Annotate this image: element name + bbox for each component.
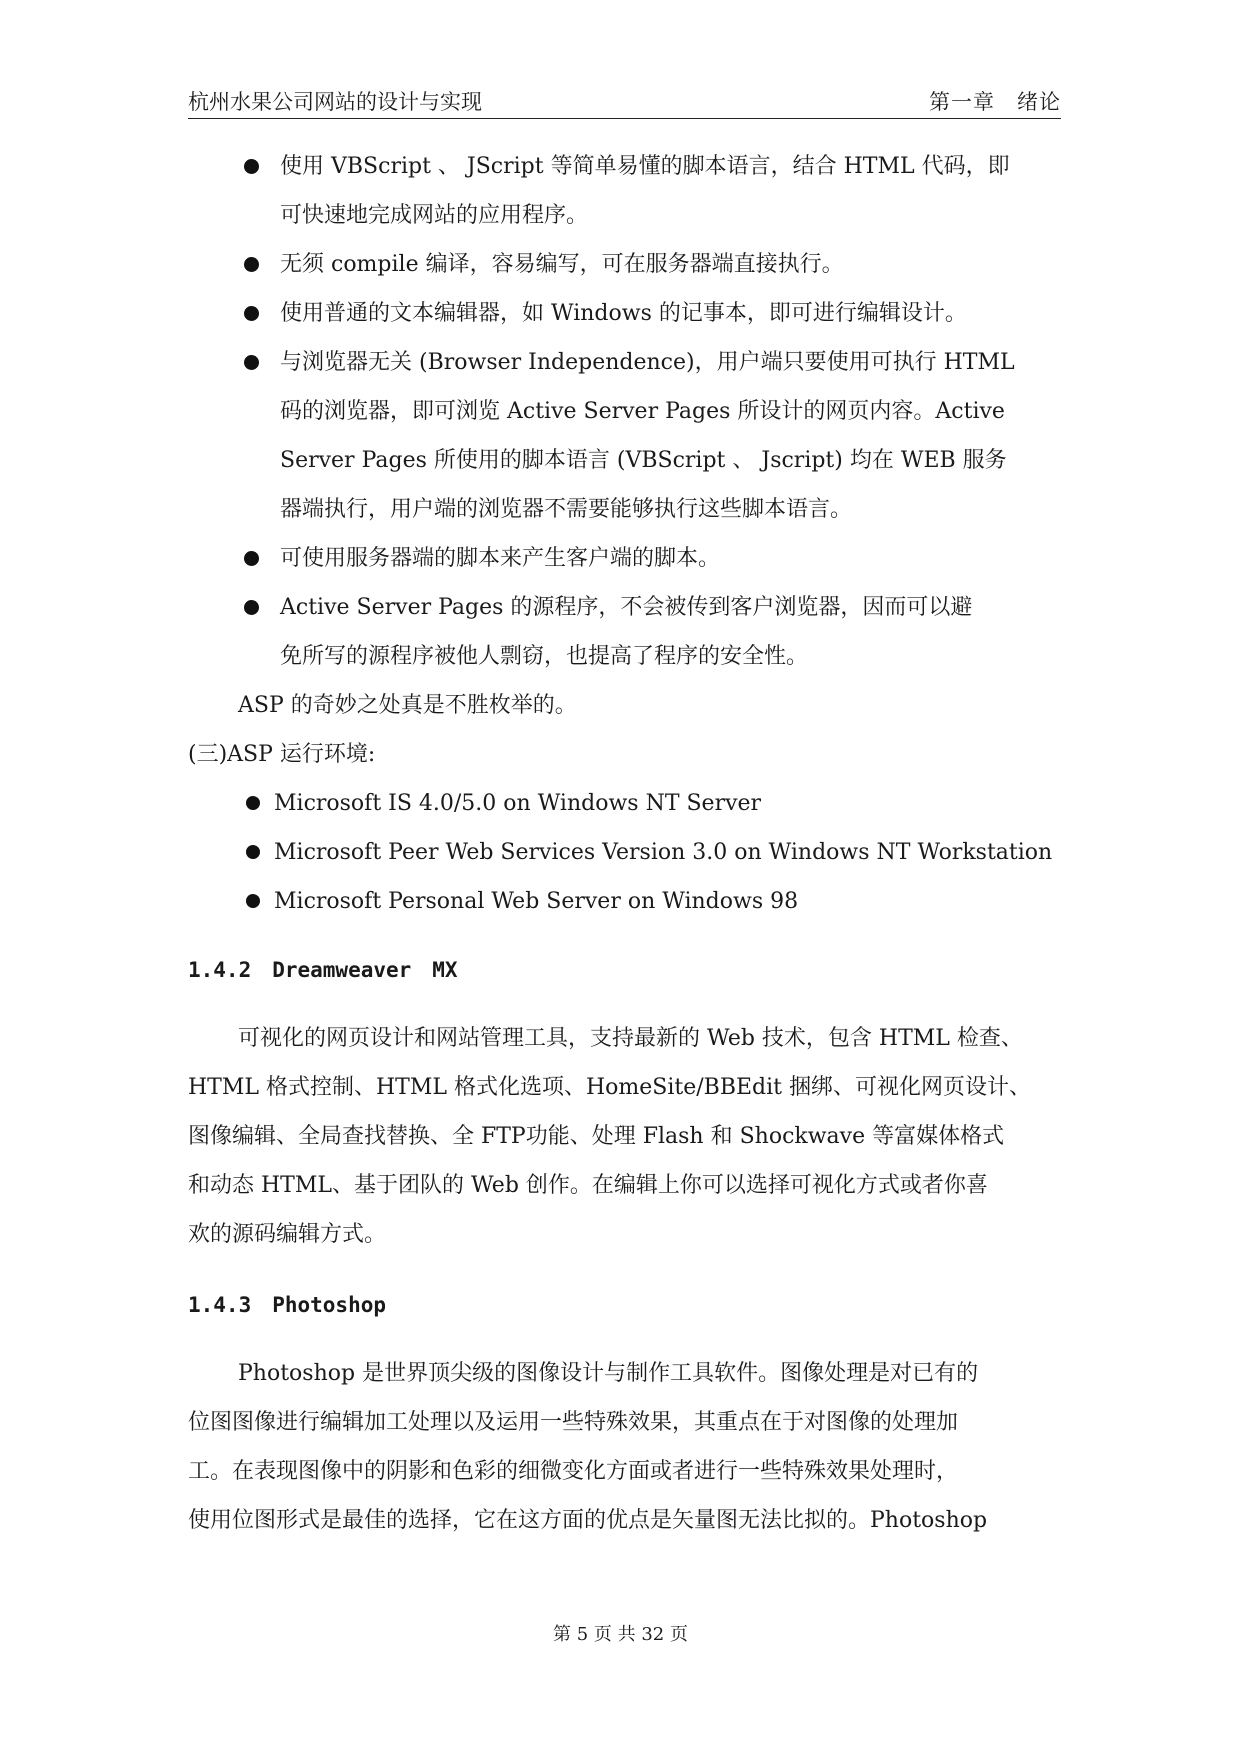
list-item-line: 可使用服务器端的脚本来产生客户端的脚本。 <box>280 546 721 571</box>
list-item-line: Server Pages 所使用的脚本语言 (VBScript 、 Jscript) 均在 WEB 服务 <box>280 448 1007 473</box>
paragraph-line: 图像编辑、全局查找替换、全 FTP功能、处理 Flash 和 Shockwave 等富媒体格式 <box>188 1124 1005 1149</box>
paragraph-line: 工。在表现图像中的阴影和色彩的细微变化方面或者进行一些特殊效果处理时， <box>188 1459 959 1484</box>
list-item-line: 可快速地完成网站的应用程序。 <box>280 203 589 228</box>
page-content <box>188 142 1068 1545</box>
list-item <box>188 289 1068 338</box>
list-item-line: 使用 VBScript 、 JScript 等简单易懂的脚本语言，结合 HTML 代码，即 <box>280 154 1010 179</box>
list-item <box>188 534 1068 583</box>
list-item <box>188 828 1068 877</box>
bullet-icon <box>244 355 259 370</box>
bullet-icon <box>244 551 259 566</box>
list-item-line: 码的浏览器，即可浏览 Active Server Pages 所设计的网页内容。Active <box>280 399 1005 424</box>
paragraph-line: 和动态 HTML、基于团队的 Web 创作。在编辑上你可以选择可视化方式或者你喜 <box>188 1173 988 1198</box>
list-item-line: 免所写的源程序被他人剽窃，也提高了程序的安全性。 <box>280 644 809 669</box>
bullet-icon <box>246 894 260 908</box>
paragraph-line: 欢的源码编辑方式。 <box>188 1222 387 1247</box>
list-item <box>188 240 1068 289</box>
bullet-icon <box>244 159 259 174</box>
list-item-line: 使用普通的文本编辑器，如 Windows 的记事本，即可进行编辑设计。 <box>280 301 967 326</box>
bullet-icon <box>246 796 260 810</box>
env-list <box>188 779 1068 926</box>
list-item-line: 器端执行，用户端的浏览器不需要能够执行这些脚本语言。 <box>280 497 853 522</box>
paragraph-line: HTML 格式控制、HTML 格式化选项、HomeSite/BBEdit 捆绑、可视化网页设计、 <box>188 1075 1032 1100</box>
list-item <box>188 142 1068 240</box>
paragraph-line: 可视化的网页设计和网站管理工具，支持最新的 Web 技术，包含 HTML 检查、 <box>238 1026 1023 1051</box>
list-item <box>188 877 1068 926</box>
paragraph-line: 使用位图形式是最佳的选择，它在这方面的优点是矢量图无法比拟的。Photoshop <box>188 1508 988 1533</box>
photoshop-paragraph <box>188 1349 1068 1545</box>
bullet-icon <box>246 845 260 859</box>
list-item <box>188 338 1068 534</box>
list-item-line: Microsoft Peer Web Services Version 3.0 on Windows NT Workstation <box>274 840 1053 865</box>
page-header <box>188 86 1061 119</box>
list-item-line: Active Server Pages 的源程序，不会被传到客户浏览器，因而可以避 <box>280 595 973 620</box>
asp-feature-list <box>188 142 1068 681</box>
list-item-line: Microsoft Personal Web Server on Windows 98 <box>274 889 799 914</box>
asp-summary: ASP 的奇妙之处真是不胜枚举的。 <box>238 693 577 718</box>
env-heading: (三)ASP 运行环境: <box>188 742 376 767</box>
list-item <box>188 583 1068 681</box>
document-title: 杭州水果公司网站的设计与实现 <box>188 90 482 114</box>
bullet-icon <box>244 257 259 272</box>
list-item <box>188 779 1068 828</box>
section-heading-dreamweaver: 1.4.2 Dreamweaver MX <box>188 958 458 982</box>
paragraph-line: 位图图像进行编辑加工处理以及运用一些特殊效果，其重点在于对图像的处理加 <box>188 1410 959 1435</box>
chapter-title: 第一章 绪论 <box>929 90 1061 114</box>
dreamweaver-paragraph <box>188 1014 1068 1259</box>
bullet-icon <box>244 306 259 321</box>
section-heading-photoshop: 1.4.3 Photoshop <box>188 1293 387 1317</box>
page-footer: 第 5 页 共 32 页 <box>553 1624 688 1645</box>
paragraph-line: Photoshop 是世界顶尖级的图像设计与制作工具软件。图像处理是对已有的 <box>238 1361 979 1386</box>
list-item-line: Microsoft IS 4.0/5.0 on Windows NT Server <box>274 791 762 816</box>
list-item-line: 无须 compile 编译，容易编写，可在服务器端直接执行。 <box>280 252 844 277</box>
bullet-icon <box>244 600 259 615</box>
list-item-line: 与浏览器无关 (Browser Independence)，用户端只要使用可执行 HTML <box>280 350 1015 375</box>
